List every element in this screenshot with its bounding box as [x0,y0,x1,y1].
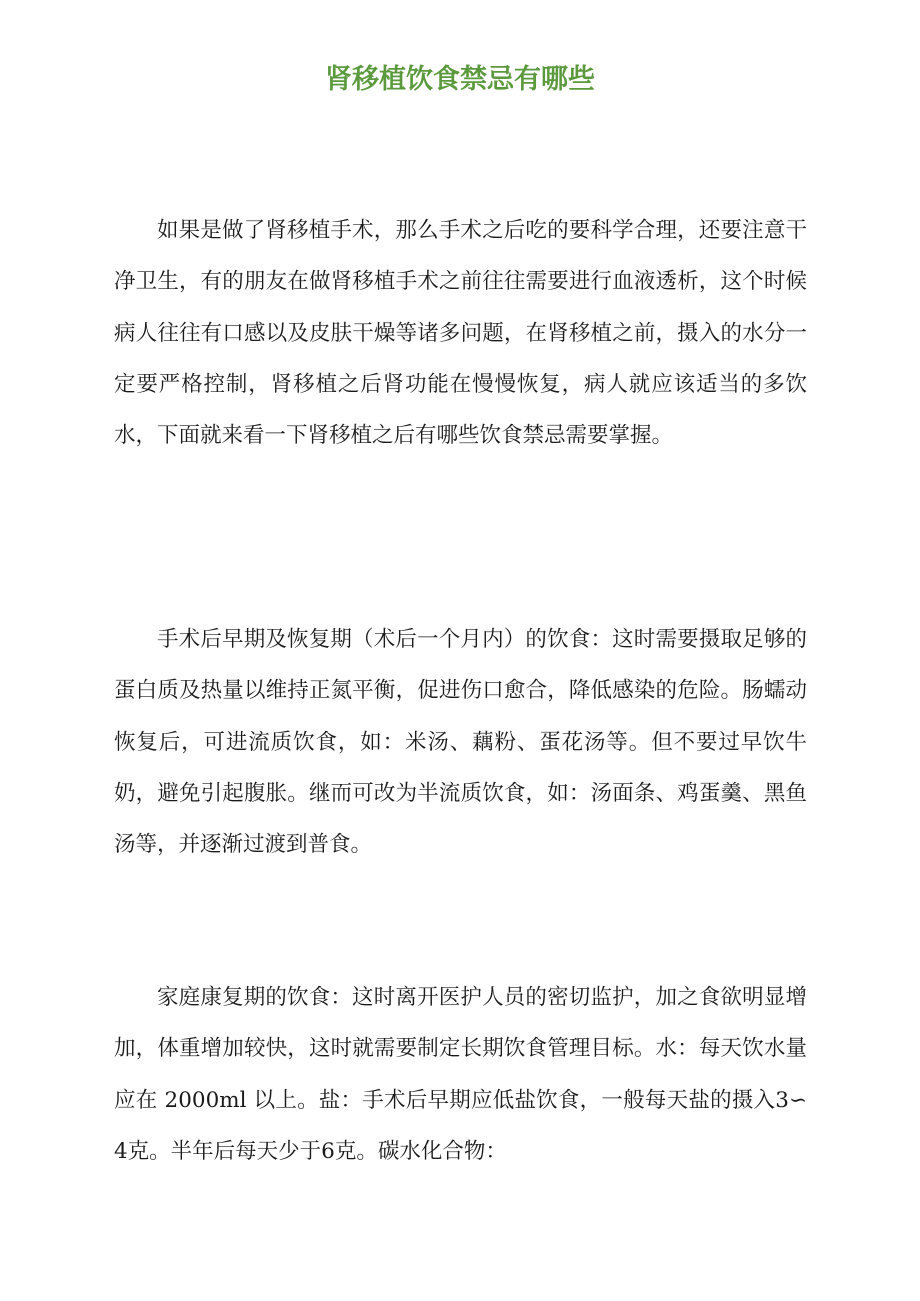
paragraph-intro: 如果是做了肾移植手术，那么手术之后吃的要科学合理，还要注意干净卫生，有的朋友在做肾移植手术之前往往需要进行血液透析，这个时候病人往往有口感以及皮肤干燥等诸多问题，在肾移植之前，摄入的水分一定要严格控制，肾移植之后肾功能在慢慢恢复，病人就应该适当的多饮水，下面就来看一下肾移植之后有哪些饮食禁忌需要掌握。 [114,218,807,449]
paragraph-home-recovery-diet: 家庭康复期的饮食：这时离开医护人员的密切监护，加之食欲明显增加，体重增加较快，这时就需要制定长期饮食管理目标。水：每天饮水量应在 2000ml 以上。盐：手术后早期应低盐饮食，一般每天盐的摄入3∽4克。半年后每天少于6克。碳水化合物： [114,985,807,1164]
document-title: 肾移植饮食禁忌有哪些 [325,64,595,95]
paragraph-early-recovery-diet: 手术后早期及恢复期（术后一个月内）的饮食：这时需要摄取足够的蛋白质及热量以维持正氮平衡，促进伤口愈合，降低感染的危险。肠蠕动恢复后，可进流质饮食，如：米汤、藕粉、蛋花汤等。但不要过早饮牛奶，避免引起腹胀。继而可改为半流质饮食，如：汤面条、鸡蛋羹、黑鱼汤等，并逐渐过渡到普食。 [114,627,807,858]
